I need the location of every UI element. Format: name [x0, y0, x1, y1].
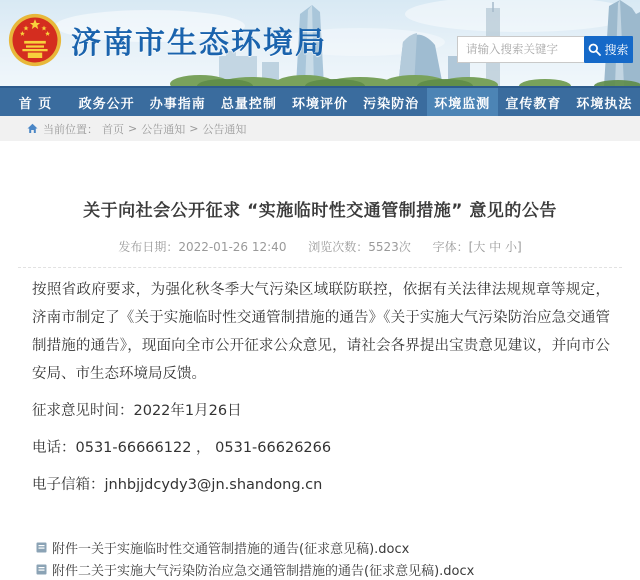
nav-item-gov-affairs[interactable]: 政务公开: [78, 96, 135, 112]
search-bar: [457, 36, 633, 63]
attachments-list: [36, 536, 640, 580]
article-title: 关于向社会公开征求 “实施临时性交通管制措施” 意见的公告: [83, 201, 557, 221]
attachment-item-2[interactable]: [36, 558, 640, 580]
meta-divider: [18, 267, 622, 268]
publish-date: 发布日期：2022-01-26 12:40: [118, 240, 287, 254]
national-emblem-logo: [8, 13, 62, 67]
email-line: 电子信箱：jnhbjjdcydy3@jn.shandong.cn: [32, 477, 323, 493]
site-title: 济南市生态环境局: [71, 26, 327, 61]
font-size-buttons[interactable]: [大 中 小]: [468, 240, 522, 254]
breadcrumb-current: 公告通知: [202, 122, 247, 136]
nav-item-env-enforcement[interactable]: 环境执法: [576, 96, 633, 112]
search-icon: [588, 43, 601, 56]
solicitation-time-line: 征求意见时间：2022年1月26日: [32, 403, 242, 419]
nav-item-publicity-education[interactable]: 宣传教育: [505, 96, 562, 112]
view-count: 浏览次数：5523次: [308, 240, 411, 254]
article-paragraph: 按照省政府要求，为强化秋冬季大气污染区域联防联控，依据有关法律法规规章等规定，济南市制定了《关于实施临时性交通管制措施的通告》《关于实施大气污染防治应急交通管制措施的通告》，现面向全市公开征求公众意见，请社会各界提出宝贵意见建议，并向市公安局、市生态环境局反馈。: [32, 282, 610, 382]
nav-item-total-control[interactable]: 总量控制: [220, 96, 277, 112]
phone-line: 电话：0531-66666122 ， 0531-66626266: [32, 440, 332, 456]
font-size-control: [433, 240, 522, 254]
nav-item-env-evaluation[interactable]: 环境评价: [291, 96, 348, 112]
nav-item-home[interactable]: 首 页: [18, 96, 53, 112]
nav-item-env-monitoring[interactable]: 环境监测: [427, 88, 498, 116]
breadcrumb-link-home[interactable]: 首页: [102, 122, 124, 136]
doc-file-icon: [36, 564, 47, 575]
attachment-item-1[interactable]: [36, 536, 640, 558]
search-button-label: 搜索: [604, 43, 629, 57]
site-header: [0, 0, 640, 86]
font-size-label: 字体：: [432, 240, 469, 254]
site-brand[interactable]: [8, 13, 327, 67]
doc-file-icon: [36, 542, 47, 553]
breadcrumb-link-notices[interactable]: 公告通知: [141, 122, 186, 136]
breadcrumb-separator: >: [189, 122, 199, 135]
breadcrumb-prefix: 当前位置：: [43, 122, 98, 136]
attachment-link-1[interactable]: 附件一关于实施临时性交通管制措施的通告(征求意见稿).docx: [52, 541, 410, 557]
breadcrumb-separator: >: [128, 122, 138, 135]
search-input[interactable]: [457, 36, 584, 63]
home-icon: [27, 123, 38, 134]
attachment-link-2[interactable]: 附件二关于实施大气污染防治应急交通管制措施的通告(征求意见稿).docx: [52, 563, 475, 579]
search-button[interactable]: [584, 36, 633, 63]
article: [0, 196, 640, 580]
nav-item-service-guide[interactable]: 办事指南: [149, 96, 206, 112]
article-meta: [0, 238, 640, 255]
nav-item-pollution-control[interactable]: 污染防治: [363, 96, 420, 112]
breadcrumb: [0, 116, 640, 141]
main-nav: [0, 86, 640, 116]
